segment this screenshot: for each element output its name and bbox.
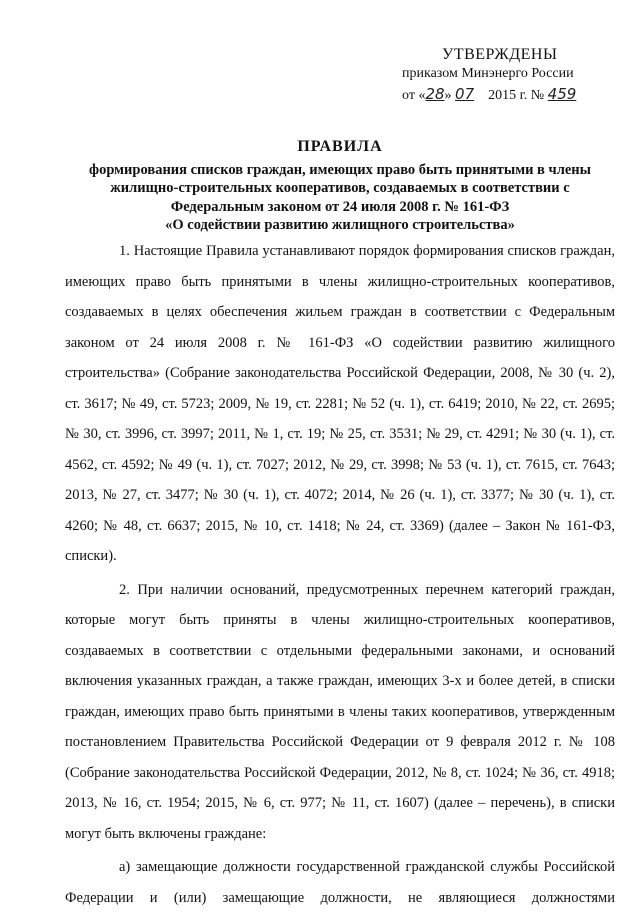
document-heading xyxy=(60,138,620,235)
paragraph-2a: а) замещающие должности государственной гражданской службы Российской Федерации и (или) замещающие должности, не являющиеся должностями xyxy=(65,859,615,906)
approval-order-line: приказом Минэнерго России xyxy=(402,66,574,81)
approval-title: УТВЕРЖДЕНЫ xyxy=(442,46,558,63)
heading-subtitle-line: жилищно-строительных кооперативов, создаваемых в соответствии с xyxy=(110,180,570,196)
document-body xyxy=(65,236,615,916)
heading-title: ПРАВИЛА xyxy=(297,138,383,155)
heading-subtitle-line: «О содействии развитию жилищного строительства» xyxy=(165,217,515,233)
date-year: 2015 г. № xyxy=(488,88,545,103)
paragraph-2: 2. При наличии оснований, предусмотренных перечнем категорий граждан, которые могут быть приняты в члены жилищно-строительных кооперативов, создаваемых в соответствии с отдельными федеральными законами, и оснований включения указанных граждан, а также граждан, имеющих 3-х и более детей, в списки граждан, имеющих право быть принятыми в члены таких кооперативов, утвержденным постановлением Правительства Российской Федерации от 9 февраля 2012 г. № 108 (Собрание законодательства Российской Федерации, 2012, № 8, ст. 1024; № 36, ст. 4918; 2013, № 16, ст. 1954; 2015, № 6, ст. 977; № 11, ст. 1607) (далее – перечень), в списки могут быть включены граждане: xyxy=(65,581,615,842)
paragraph-1: 1. Настоящие Правила устанавливают порядок формирования списков граждан, имеющих право быть принятыми в члены жилищно-строительных кооперативов, создаваемых в целях обеспечения жильем граждан в соответствии с Федеральным законом от 24 июля 2008 г. № 161-ФЗ «О содействии развитию жилищного строительства» (Собрание законодательства Российской Федерации, 2008, № 30 (ч. 2), ст. 3617; № 49, ст. 5723; 2009, № 19, ст. 2281; № 52 (ч. 1), ст. 6419; 2010, № 22, ст. 2695; № 30, ст. 3996, ст. 3997; 2011, № 1, ст. 19; № 25, ст. 3531; № 29, ст. 4291; № 30 (ч. 1), ст. 4562, ст. 4592; № 49 (ч. 1), ст. 7027; 2012, № 29, ст. 3998; № 53 (ч. 1), ст. 7615, ст. 7643; 2013, № 27, ст. 3477; № 30 (ч. 1), ст. 4072; 2014, № 26 (ч. 1), ст. 3377; № 30 (ч. 1), ст. 4260; № 48, ст. 6637; 2015, № 10, ст. 1418; № 24, ст. 3369) (далее – Закон № 161-ФЗ, списки). xyxy=(65,243,615,564)
order-number: 459 xyxy=(547,85,577,103)
heading-subtitle-line: формирования списков граждан, имеющих право быть принятыми в члены xyxy=(89,161,591,178)
approval-block xyxy=(402,46,622,106)
approval-date-line: от «28» 07 2015 г. № 459 xyxy=(402,85,577,103)
heading-subtitle-line: Федеральным законом от 24 июля 2008 г. № 161-ФЗ xyxy=(170,198,510,215)
date-day: 28 xyxy=(425,85,445,103)
date-month: 07 xyxy=(455,85,475,103)
date-prefix: от xyxy=(402,88,415,103)
